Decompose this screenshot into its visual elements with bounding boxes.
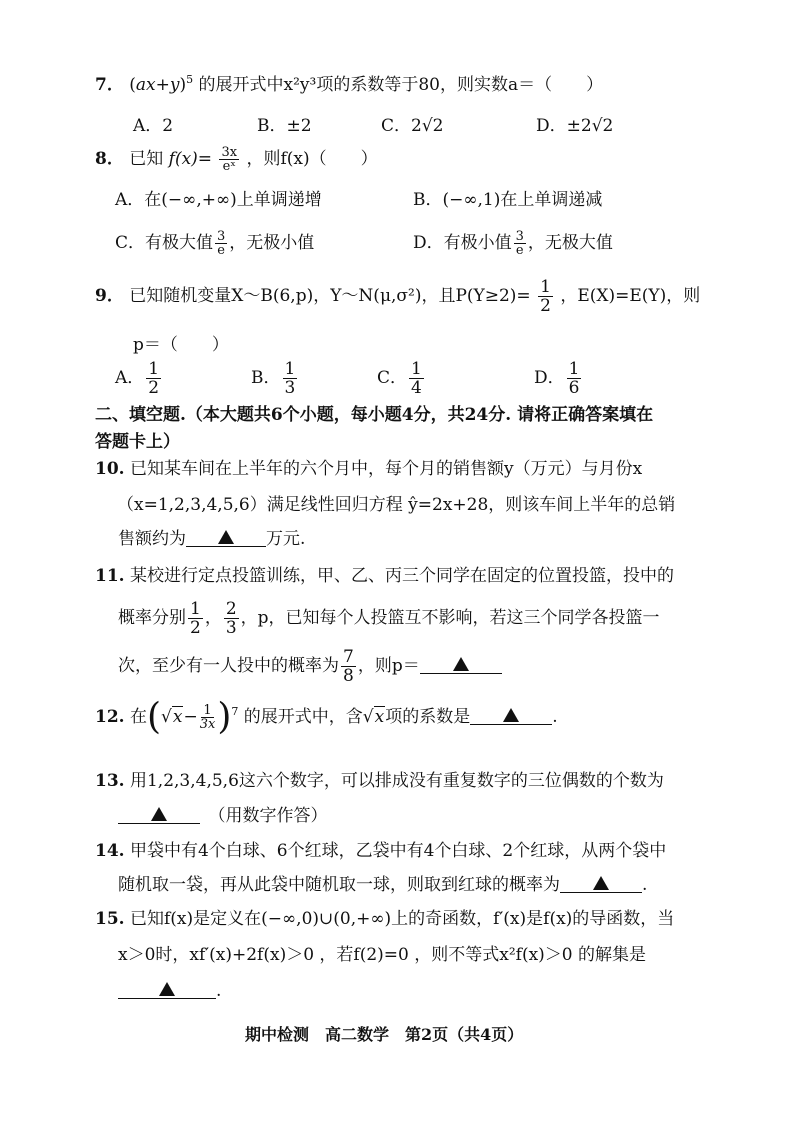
question-number: 7． [95, 75, 124, 95]
question-number: 14. [95, 841, 125, 861]
question-8 [95, 146, 378, 173]
question-text: 已知f(x)是定义在(−∞,0)∪(0,+∞)上的奇函数，f′(x)是f(x)的导函数，当 [129, 909, 675, 929]
question-text: 已知随机变量X～B(6,p)，Y～N(μ,σ²)，且P(Y≥2)= [129, 286, 531, 306]
answer-blank[interactable] [420, 655, 502, 674]
q7-option-c: C．2√2 [381, 116, 444, 136]
question-text: 用1,2,3,4,5,6这六个数字，可以排成没有重复数字的三位偶数的个数为 [129, 771, 664, 791]
q7-option-d: D．±2√2 [536, 116, 614, 136]
q8-option-b: B．(−∞,1)在上单调递减 [413, 190, 603, 210]
q13-line-2: （用数字作答） [118, 805, 328, 827]
q9-option-d: D． $\frac{1}{6}$ [534, 359, 580, 398]
q7-option-a: A．2 [133, 116, 174, 136]
question-14 [95, 840, 666, 862]
answer-blank[interactable] [560, 874, 642, 893]
fraction: $\frac{3x}{\text{eˣ}}$ [221, 145, 238, 174]
question-text: ，则f(x)（ ） [246, 149, 378, 169]
question-12: 12. 在(√x− $\frac{1}{3x}$ )$^7$ 的展开式中，含√x项的系数是 . [95, 696, 558, 738]
question-number: 12. [95, 707, 125, 727]
q10-line-2: （x=1,2,3,4,5,6）满足线性回归方程 ŷ=2x+28，则该车间上半年的总销 [117, 495, 676, 515]
triangle-icon [453, 657, 469, 671]
q7-option-b: B．±2 [257, 116, 312, 136]
fraction: $\frac{1}{2}$ [540, 277, 551, 316]
triangle-icon [593, 876, 609, 890]
question-text: 的展开式中，含 [243, 707, 363, 727]
q8-option-a: A．在(−∞,+∞)上单调递增 [115, 190, 322, 210]
question-15 [95, 908, 674, 930]
triangle-icon [159, 982, 175, 996]
answer-blank[interactable] [470, 706, 552, 725]
answer-blank[interactable] [118, 805, 200, 824]
q15-line-2: x＞0时，xf′(x)+2f(x)＞0 ，若f(2)=0 ，则不等式x²f(x)＞0 的解集是 [118, 945, 647, 965]
q11-line-3: 次，至少有一人投中的概率为 $\frac{7}{8}$ ，则p＝ [118, 648, 502, 685]
answer-blank[interactable] [118, 980, 216, 999]
question-text: 甲袋中有4个白球、6个红球，乙袋中有4个白球、2个红球，从两个袋中 [129, 841, 667, 861]
q9-option-b: B． $\frac{1}{3}$ [251, 359, 296, 398]
question-number: 10. [95, 459, 125, 479]
question-number: 8． [95, 149, 124, 169]
triangle-icon [218, 530, 234, 544]
q8-option-d: D．有极小值 $\frac{3}{e}$ ，无极大值 [413, 229, 613, 258]
question-number: 13. [95, 771, 125, 791]
section-heading-cont: 答题卡上） [95, 432, 180, 452]
question-text: ，E(X)=E(Y)，则 [560, 286, 701, 306]
question-number: 15. [95, 909, 125, 929]
triangle-icon [503, 708, 519, 722]
q15-line-3: . [118, 980, 221, 1002]
question-text: 已知某车间在上半年的六个月中，每个月的销售额y（万元）与月份x [129, 459, 643, 479]
q8-option-c: C．有极大值 $\frac{3}{e}$ ，无极小值 [115, 229, 315, 258]
question-11 [95, 565, 674, 587]
q9-option-c: C． $\frac{1}{4}$ [377, 359, 422, 398]
question-number: 11. [95, 566, 125, 586]
q10-line-3: 售额约为 万元. [118, 529, 306, 549]
question-text: 已知 [129, 149, 164, 169]
question-10 [95, 458, 642, 480]
q9-answer-line: p＝（ ） [133, 335, 229, 355]
binomial-expression: $(ax+y)^5$ [129, 73, 194, 95]
question-13 [95, 770, 664, 792]
q9-option-a: A． $\frac{1}{2}$ [115, 359, 160, 398]
question-7 [95, 74, 603, 96]
section-heading: 二、填空题.（本大题共6个小题，每小题4分，共24分. 请将正确答案填在 [95, 405, 654, 425]
function-label: f(x)= [168, 149, 213, 169]
q14-line-2: 随机取一袋，再从此袋中随机取一球，则取到红球的概率为 . [118, 875, 648, 895]
answer-blank[interactable] [186, 528, 266, 547]
q11-line-2: 概率分别 $\frac{1}{2}$ ， $\frac{2}{3}$ ，p，已知每个人投篮互不影响，若这三个同学各投篮一 [118, 599, 660, 638]
question-text: 某校进行定点投篮训练，甲、乙、丙三个同学在固定的位置投篮，投中的 [129, 566, 674, 586]
question-text: 在 [129, 707, 147, 727]
page-footer: 期中检测 高二数学 第2页（共4页） [245, 1025, 524, 1044]
question-number: 9． [95, 286, 124, 306]
question-text: 的展开式中x²y³项的系数等于80，则实数a＝（ ） [198, 75, 604, 95]
question-9 [95, 278, 700, 315]
triangle-icon [151, 807, 167, 821]
